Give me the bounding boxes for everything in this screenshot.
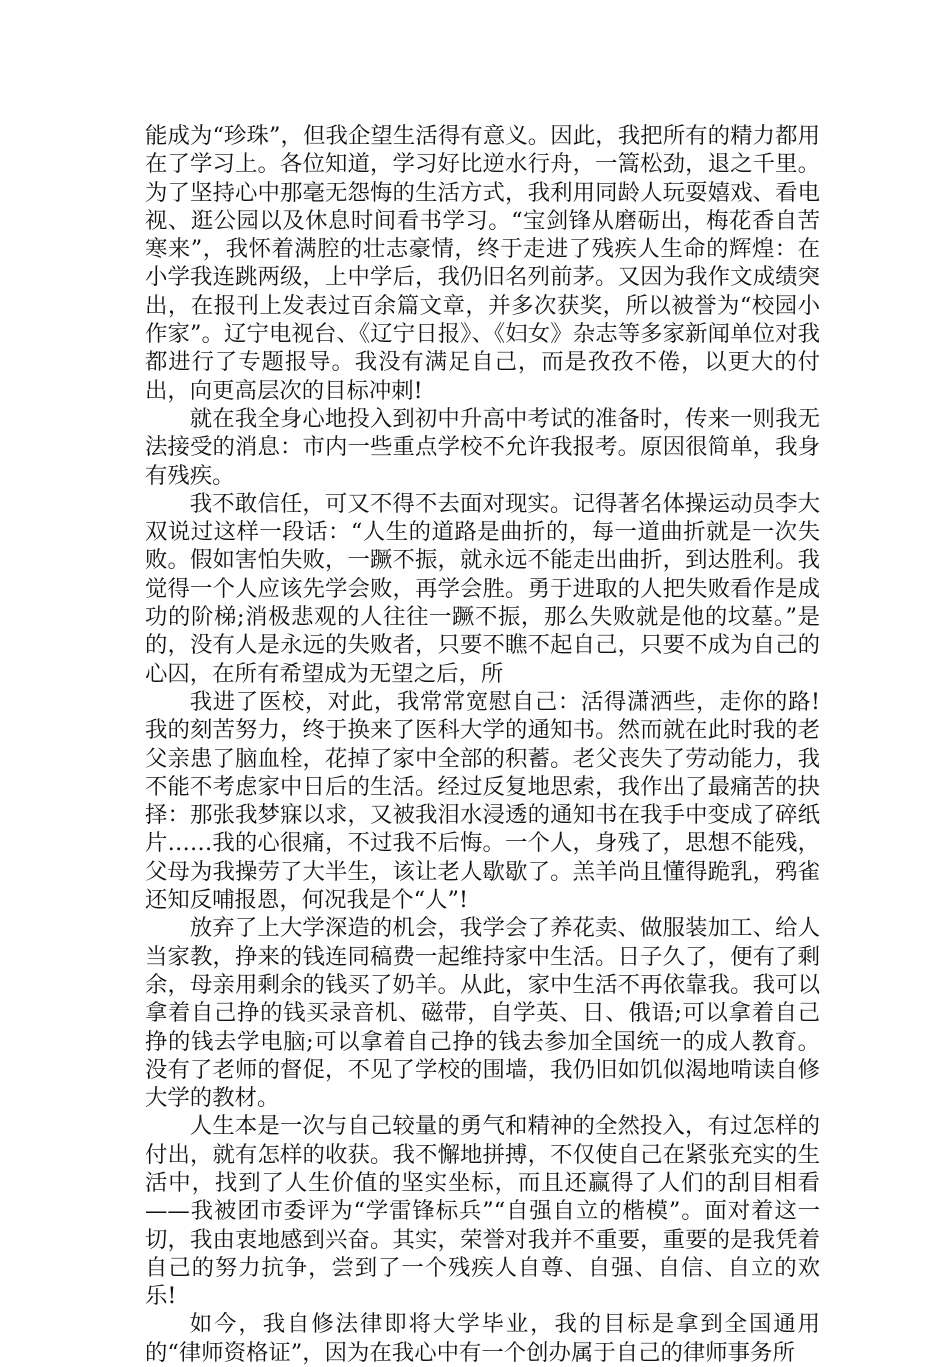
paragraph-7: 如今，我自修法律即将大学毕业，我的目标是拿到全国通用的“律师资格证”，因为在我心中有一个创办属于自己的律师事务所 bbox=[145, 1311, 820, 1366]
paragraph-5: 放弃了上大学深造的机会，我学会了养花卖、做服装加工、给人当家教，挣来的钱连同稿费一起维持家中生活。日子久了，便有了剩余，母亲用剩余的钱买了奶羊。从此，家中生活不再依靠我。我可以拿着自己挣的钱买录音机、磁带，自学英、日、俄语;可以拿着自己挣的钱去学电脑;可以拿着自己挣的钱去参加全国统一的成人教育。没有了老师的督促，不见了学校的围墙，我仍旧如饥似渴地啃读自修大学的教材。 bbox=[145, 915, 820, 1112]
paragraph-6: 人生本是一次与自己较量的勇气和精神的全然投入，有过怎样的付出，就有怎样的收获。我不懈地拼搏，不仅使自己在紧张充实的生活中，找到了人生价值的坚实坐标，而且还赢得了人们的刮目相看——我被团市委评为“学雷锋标兵”“自强自立的楷模”。面对着这一切，我由衷地感到兴奋。其实，荣誉对我并不重要，重要的是我凭着自己的努力抗争，尝到了一个残疾人自尊、自强、自信、自立的欢乐! bbox=[145, 1113, 820, 1310]
document-page bbox=[145, 122, 820, 1367]
paragraph-2: 就在我全身心地投入到初中升高中考试的准备时，传来一则我无法接受的消息：市内一些重点学校不允许我报考。原因很简单，我身有残疾。 bbox=[145, 405, 820, 489]
paragraph-4: 我进了医校，对此，我常常宽慰自己：活得潇洒些，走你的路!我的刻苦努力，终于换来了医科大学的通知书。然而就在此时我的老父亲患了脑血栓，花掉了家中全部的积蓄。老父丧失了劳动能力，我不能不考虑家中日后的生活。经过反复地思索，我作出了最痛苦的抉择：那张我梦寐以求，又被我泪水浸透的通知书在我手中变成了碎纸片……我的心很痛，不过我不后悔。一个人，身残了，思想不能残，父母为我操劳了大半生，该让老人歇歇了。羔羊尚且懂得跪乳，鸦雀还知反哺报恩，何况我是个“人”! bbox=[145, 688, 820, 914]
paragraph-3: 我不敢信任，可又不得不去面对现实。记得著名体操运动员李大双说过这样一段话：“人生的道路是曲折的，每一道曲折就是一次失败。假如害怕失败，一蹶不振，就永远不能走出曲折，到达胜利。我觉得一个人应该先学会败，再学会胜。勇于进取的人把失败看作是成功的阶梯;消极悲观的人往往一蹶不振，那么失败就是他的坟墓。”是的，没有人是永远的失败者，只要不瞧不起自己，只要不成为自己的心囚，在所有希望成为无望之后，所 bbox=[145, 490, 820, 687]
paragraph-1: 能成为“珍珠”，但我企望生活得有意义。因此，我把所有的精力都用在了学习上。各位知道，学习好比逆水行舟，一篙松劲，退之千里。为了坚持心中那毫无怨悔的生活方式，我利用同龄人玩耍嬉戏、看电视、逛公园以及休息时间看书学习。“宝剑锋从磨砺出，梅花香自苦寒来”，我怀着满腔的壮志豪情，终于走进了残疾人生命的辉煌：在小学我连跳两级，上中学后，我仍旧名列前茅。又因为我作文成绩突出，在报刊上发表过百余篇文章，并多次获奖，所以被誉为“校园小作家”。辽宁电视台、《辽宁日报》、《妇女》杂志等多家新闻单位对我都进行了专题报导。我没有满足自己，而是孜孜不倦，以更大的付出，向更高层次的目标冲刺! bbox=[145, 123, 820, 404]
